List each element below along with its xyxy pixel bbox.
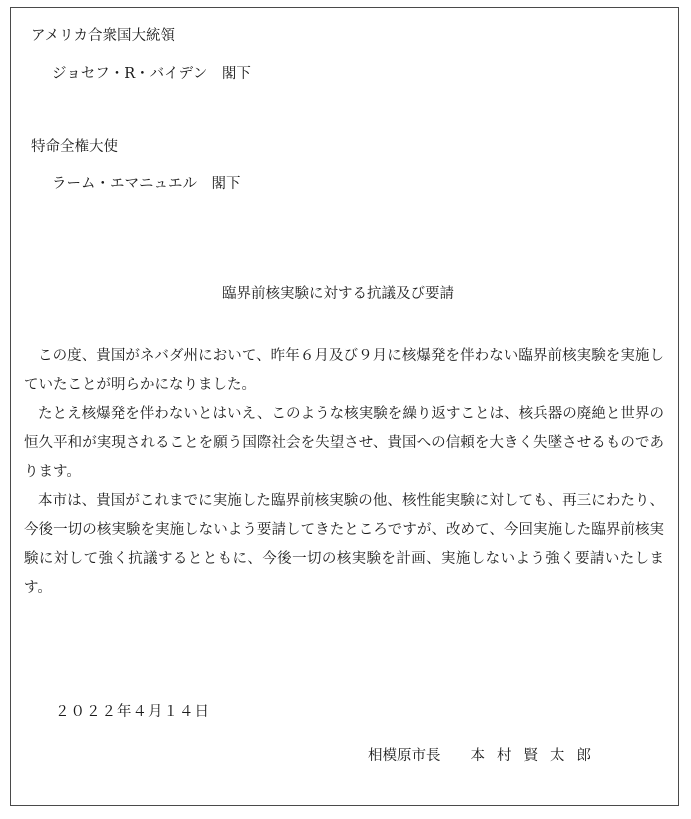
paragraph-1: この度、貴国がネバダ州において、昨年６月及び９月に核爆発を伴わない臨界前核実験を実施していたことが明らかになりました。 [24, 348, 664, 393]
paragraph-3: 本市は、貴国がこれまでに実施した臨界前核実験の他、核性能実験に対しても、再三にわたり、今後一切の核実験を実施しないよう要請してきたところですが、改めて、今回実施した臨界前核実験に対して強く抗議するとともに、今後一切の核実験を計画、実施しないよう強く要請いたします。 [24, 493, 664, 596]
letter-body [24, 342, 664, 603]
signature-position: 相模原市長 [368, 748, 441, 764]
addressee2-name: ラーム・エマニュエル 閣下 [52, 176, 241, 192]
paragraph-2: たとえ核爆発を伴わないとはいえ、このような核実験を繰り返すことは、核兵器の廃絶と世界の恒久平和が実現されることを願う国際社会を失望させ、貴国への信頼を大きく失墜させるものであります。 [24, 406, 664, 480]
signature [368, 744, 603, 765]
addressee2-title: 特命全権大使 [31, 139, 118, 155]
signature-name: 本村賢太郎 [470, 748, 603, 764]
addressee1-name: ジョセフ・R・バイデン 閣下 [52, 66, 251, 82]
letter-date: ２０２２年４月１４日 [55, 704, 210, 720]
addressee1-title: アメリカ合衆国大統領 [31, 28, 175, 44]
document-title: 臨界前核実験に対する抗議及び要請 [222, 286, 454, 302]
